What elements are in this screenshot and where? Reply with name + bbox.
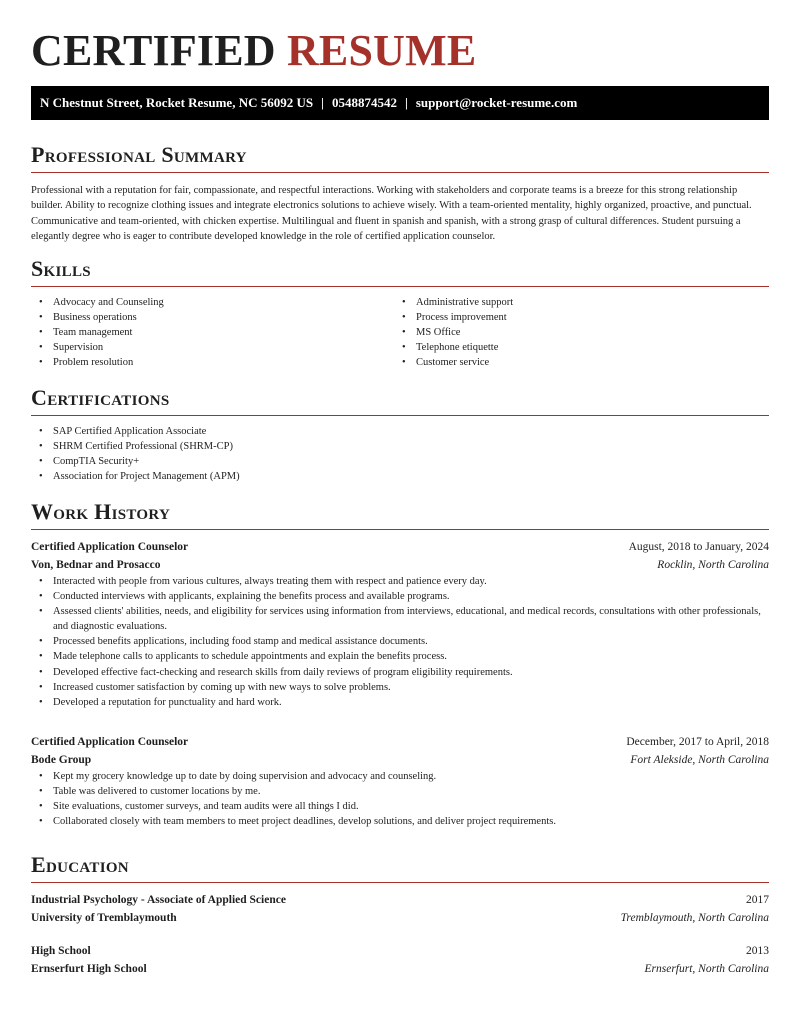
certification-item: • CompTIA Security+	[31, 454, 769, 469]
job-bullet: • Made telephone calls to applicants to schedule appointments and explain the benefits process.	[31, 649, 769, 664]
job-location: Fort Alekside, North Carolina	[630, 753, 769, 766]
certification-item: • SHRM Certified Professional (SHRM-CP)	[31, 439, 769, 454]
job-entry	[31, 734, 769, 829]
certification-item: • SAP Certified Application Associate	[31, 424, 769, 439]
skills-section	[31, 256, 769, 370]
job-entry	[31, 539, 769, 710]
certifications-section	[31, 385, 769, 484]
skill-item: • Customer service	[394, 355, 757, 370]
contact-separator: |	[321, 95, 324, 110]
contact-email[interactable]: support@rocket-resume.com	[415, 95, 578, 110]
job-title: Certified Application Counselor	[31, 736, 189, 748]
summary-section	[31, 142, 769, 244]
work-history-section	[31, 499, 769, 530]
education-location: Ernserfurt, North Carolina	[644, 962, 769, 975]
section-divider	[31, 286, 769, 287]
job-bullet: • Assessed clients' abilities, needs, and eligibility for services using information from interviews, educational, and medical records, consultations with other professionals, and diagnostic evaluations.	[31, 604, 769, 634]
job-bullet: • Site evaluations, customer surveys, and team audits were all things I did.	[31, 799, 769, 814]
job-bullet: • Table was delivered to customer locations by me.	[31, 784, 769, 799]
skill-item: • Business operations	[31, 310, 394, 325]
job-bullet: • Developed a reputation for punctuality and hard work.	[31, 695, 769, 710]
name-first: CERTIFIED	[31, 26, 276, 75]
skill-item: • Process improvement	[394, 310, 757, 325]
certifications-list	[31, 424, 769, 484]
education-school: Ernserfurt High School	[31, 962, 147, 975]
skill-item: • Advocacy and Counseling	[31, 295, 394, 310]
job-bullet: • Kept my grocery knowledge up to date by doing supervision and advocacy and counseling.	[31, 769, 769, 784]
job-company: Bode Group	[31, 753, 92, 766]
skills-list-left	[31, 295, 394, 370]
contact-separator: |	[404, 95, 408, 110]
summary-text: Professional with a reputation for fair, compassionate, and respectful interactions. Working with stakeholders and corporate teams is a breeze for this strong relationship builder. Ability to recognize clothing issues and integrate electronics solutions to achieve wisely. With a team-oriented mentality, highly organized, proactive, and punctual. Communicative and team-oriented, with chicken expertise. Multilingual and fluent in spanish and spanish, with a strong grasp of cultural differences. Student pursuing a elegantly degree who is eager to contribute developed knowledge in the role of certified application counselor.	[31, 185, 752, 242]
job-company: Von, Bednar and Prosacco	[31, 558, 161, 571]
job-bullet: • Increased customer satisfaction by coming up with new ways to solve problems.	[31, 680, 769, 695]
job-bullet: • Collaborated closely with team members to meet project deadlines, develop solutions, and deliver project requirements.	[31, 814, 769, 829]
name-last: RESUME	[286, 26, 477, 75]
resume-name	[31, 26, 476, 76]
contact-phone: 0548874542	[331, 95, 397, 110]
skill-item: • MS Office	[394, 325, 757, 340]
contact-bar	[31, 86, 769, 120]
job-bullet: • Conducted interviews with applicants, explaining the benefits process and available programs.	[31, 589, 769, 604]
education-entry	[31, 943, 769, 978]
certifications-heading: Certifications	[31, 385, 170, 410]
job-dates: December, 2017 to April, 2018	[626, 736, 769, 748]
job-title: Certified Application Counselor	[31, 541, 189, 553]
section-divider	[31, 415, 769, 416]
skill-item: • Team management	[31, 325, 394, 340]
job-bullet-list	[31, 769, 769, 829]
section-divider	[31, 529, 769, 530]
job-dates: August, 2018 to January, 2024	[628, 541, 769, 553]
skill-item: • Problem resolution	[31, 355, 394, 370]
certification-item: • Association for Project Management (APM)	[31, 469, 769, 484]
skills-list-right	[394, 295, 757, 370]
job-location: Rocklin, North Carolina	[657, 558, 769, 571]
job-bullet: • Processed benefits applications, including food stamp and medical assistance documents.	[31, 634, 769, 649]
section-divider	[31, 882, 769, 883]
education-section	[31, 852, 769, 883]
skill-item: • Administrative support	[394, 295, 757, 310]
education-entry	[31, 892, 769, 927]
skill-item: • Telephone etiquette	[394, 340, 757, 355]
education-heading: Education	[31, 852, 129, 877]
education-degree: Industrial Psychology - Associate of Applied Science	[31, 894, 286, 906]
job-bullet-list	[31, 574, 769, 710]
section-divider	[31, 172, 769, 173]
education-year: 2017	[746, 894, 769, 906]
skill-item: • Supervision	[31, 340, 394, 355]
job-bullet: • Developed effective fact-checking and research skills from daily reviews of program eligibility requirements.	[31, 665, 769, 680]
education-degree: High School	[31, 945, 91, 957]
job-bullet: • Interacted with people from various cultures, always treating them with respect and patience every day.	[31, 574, 769, 589]
education-location: Tremblaymouth, North Carolina	[620, 911, 769, 924]
skills-heading: Skills	[31, 256, 91, 281]
education-year: 2013	[746, 945, 769, 957]
contact-address: N Chestnut Street, Rocket Resume, NC 56092 US	[40, 95, 314, 110]
work-history-heading: Work History	[31, 499, 171, 524]
education-school: University of Tremblaymouth	[31, 911, 177, 924]
summary-heading: Professional Summary	[31, 142, 247, 167]
